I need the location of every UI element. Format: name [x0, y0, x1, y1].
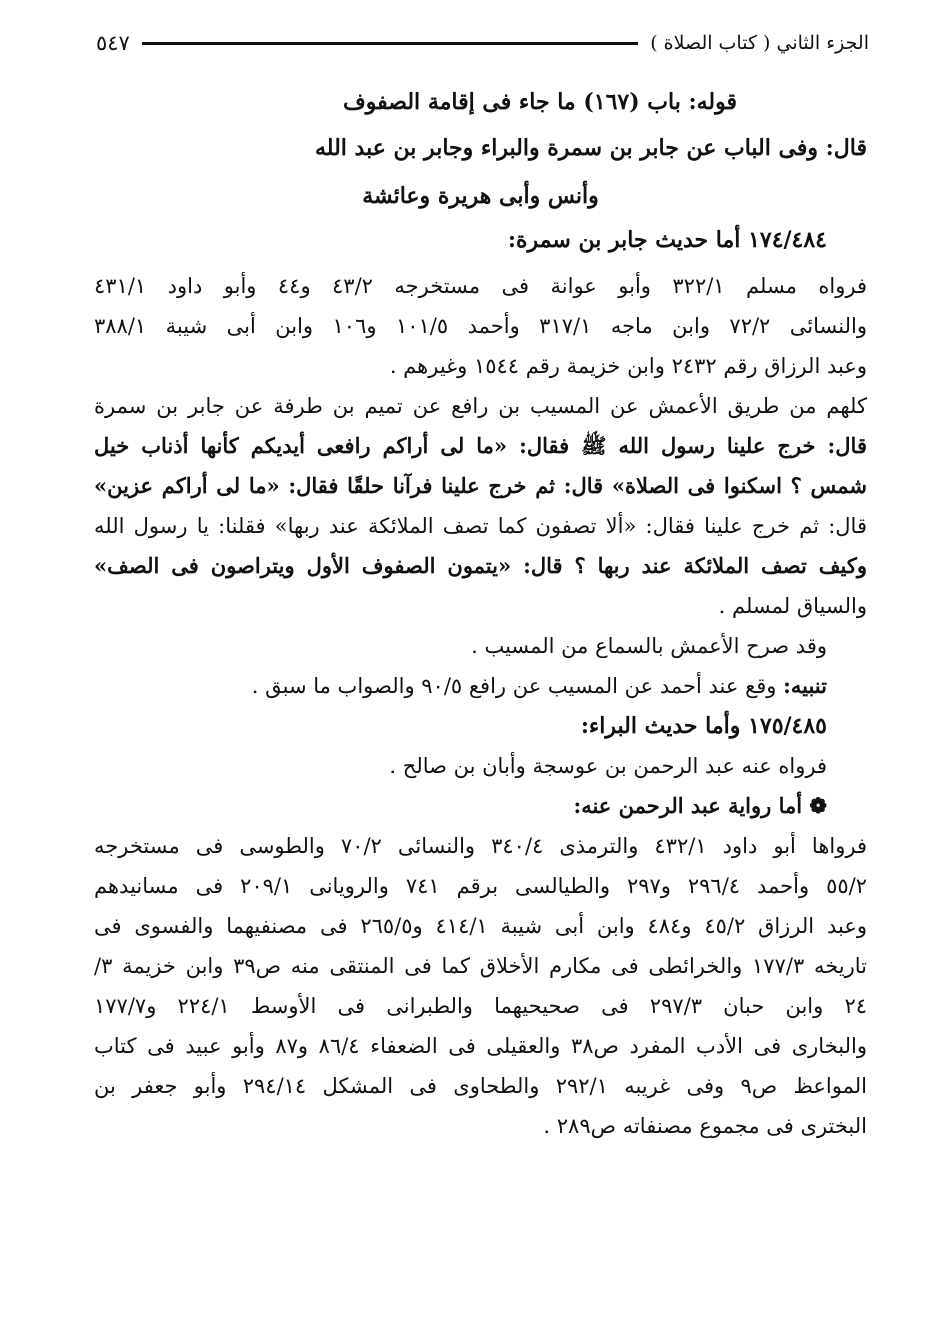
paragraph-line: فرواها أبو داود ٤٣٢/١ والترمذى ٣٤٠/٤ والنسائى ٧٠/٢ والطوسى فى مستخرجه [94, 834, 867, 858]
hadith-line: وكيف تصف الملائكة عند ربها ؟ قال: «يتمون الصفوف الأول ويتراصون فى الصف» [94, 553, 867, 578]
hadith-line: شمس ؟ اسكنوا فى الصلاة» قال: ثم خرج علينا فرآنا حلقًا فقال: «ما لى أراكم عزين» [94, 473, 867, 498]
note-line [94, 666, 867, 706]
subsection-title: ❁ أما رواية عبد الرحمن عنه: [573, 793, 827, 818]
paragraph-line: وقد صرح الأعمش بالسماع من المسيب . [471, 634, 827, 658]
paragraph-line: المواعظ ص٩ وفى غريبه ٢٩٢/١ والطحاوى فى المشكل ٢٩٤/١٤ وأبو جعفر بن [94, 1074, 867, 1098]
paragraph-line: ٥٥/٢ وأحمد ٢٩٦/٤ و٢٩٧ والطيالسى برقم ٧٤١ والرويانى ٢٠٩/١ فى مسانيدهم [94, 874, 867, 898]
paragraph-line: تاريخه ١٧٧/٣ والخرائطى فى مكارم الأخلاق كما فى المنتقى منه ص٣٩ وابن خزيمة ٣/ [94, 954, 867, 978]
hadith-line: قال: خرج علينا رسول الله ﷺ فقال: «ما لى أراكم رافعى أيديكم كأنها أذناب خيل [94, 433, 867, 458]
chapter-heading: قوله: باب (١٦٧) ما جاء فى إقامة الصفوف [342, 89, 737, 115]
page-body [94, 80, 867, 1146]
section-title-bara: ١٧٥/٤٨٥ وأما حديث البراء: [580, 713, 827, 739]
section-title-jabir: ١٧٤/٤٨٤ أما حديث جابر بن سمرة: [507, 227, 827, 253]
header-rule [142, 42, 638, 45]
note-text: وقع عند أحمد عن المسيب عن رافع ٩٠/٥ والصواب ما سبق . [251, 674, 777, 698]
running-header [96, 28, 869, 58]
qal-line-1: قال: وفى الباب عن جابر بن سمرة والبراء وجابر بن عبد الله [315, 135, 867, 161]
qal-line-2: وأنس وأبى هريرة وعائشة [362, 183, 599, 209]
paragraph-line: والسياق لمسلم . [718, 594, 867, 618]
paragraph-line: والنسائى ٧٢/٢ وابن ماجه ٣١٧/١ وأحمد ١٠١/٥ و١٠٦ وابن أبى شيبة ٣٨٨/١ [94, 314, 867, 338]
paragraph-line: وعبد الرزاق رقم ٢٤٣٢ وابن خزيمة رقم ١٥٤٤ وغيرهم . [389, 354, 867, 378]
paragraph-line: وعبد الرزاق ٤٥/٢ و٤٨٤ وابن أبى شيبة ٤١٤/١ و٢٦٥/٥ فى مصنفيهما والفسوى فى [94, 914, 867, 938]
paragraph-line: البخترى فى مجموع مصنفاته ص٢٨٩ . [543, 1114, 867, 1138]
page-number: ٥٤٧ [96, 31, 130, 55]
paragraph-line: ٢٤ وابن حبان ٢٩٧/٣ فى صحيحيهما والطبرانى فى الأوسط ٢٢٤/١ و١٧٧/٧ [94, 994, 867, 1018]
paragraph-line: فرواه مسلم ٣٢٢/١ وأبو عوانة فى مستخرجه ٤٣/٢ و٤٤ وأبو داود ٤٣١/١ [94, 274, 867, 298]
hadith-line: قال: ثم خرج علينا فقال: «ألا تصفون كما تصف الملائكة عند ربها» فقلنا: يا رسول الله [94, 514, 867, 538]
paragraph-line: فرواه عنه عبد الرحمن بن عوسجة وأبان بن صالح . [389, 754, 827, 778]
paragraph-line: كلهم من طريق الأعمش عن المسيب بن رافع عن تميم بن طرفة عن جابر بن سمرة [94, 394, 867, 418]
paragraph-line: والبخارى فى الأدب المفرد ص٣٨ والعقيلى فى الضعفاء ٨٦/٤ و٨٧ وأبو عبيد فى كتاب [94, 1034, 867, 1058]
note-label: تنبيه: [783, 673, 827, 698]
running-title: الجزء الثاني ( كتاب الصلاة ) [650, 32, 869, 54]
